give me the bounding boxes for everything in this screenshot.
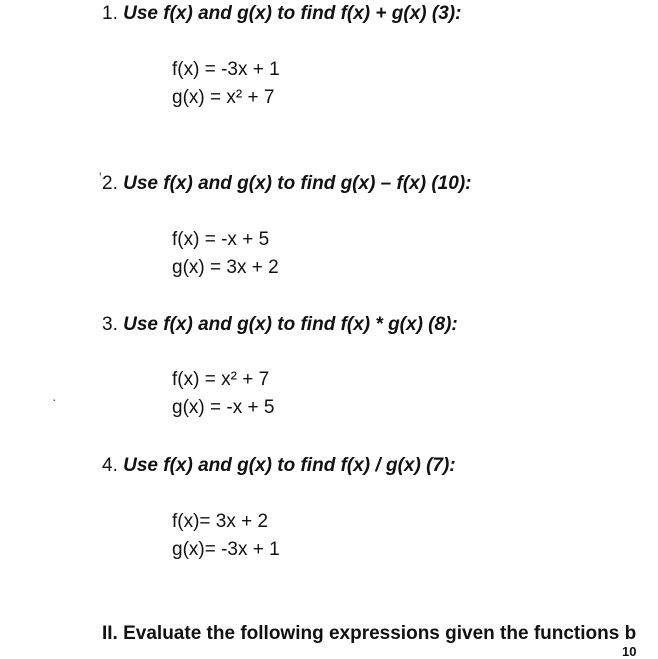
problem-4-number: 4. [102, 455, 118, 476]
problem-3-number: 3. [102, 314, 118, 335]
problem-1-heading [102, 2, 461, 26]
problem-3-f-equation: f(x) = x² + 7 [172, 369, 270, 390]
problem-4-g-equation: g(x)= -3x + 1 [172, 539, 280, 560]
problem-4-heading [102, 454, 456, 478]
problem-4-instruction: Use f(x) and g(x) to find f(x) / g(x) (7): [123, 455, 456, 476]
problem-2-f-equation: f(x) = -x + 5 [172, 229, 270, 250]
problem-2-number: 2. [102, 173, 118, 194]
page-number-fragment [622, 644, 642, 659]
problem-4-f-equation: f(x)= 3x + 2 [172, 511, 269, 532]
problem-1-f-equation: f(x) = -3x + 1 [172, 59, 280, 80]
problem-1-instruction: Use f(x) and g(x) to find f(x) + g(x) (3): [123, 3, 462, 24]
page-number-fragment-text: 10 [622, 644, 637, 659]
section-ii-heading: II. Evaluate the following expressions given the functions b [102, 623, 637, 644]
problem-2-g-equation: g(x) = 3x + 2 [172, 257, 279, 278]
stray-dot: · [52, 391, 57, 407]
problem-2-heading [102, 172, 471, 196]
stray-tick-mark: ' [99, 169, 102, 185]
problem-3-instruction: Use f(x) and g(x) to find f(x) * g(x) (8): [123, 314, 458, 335]
problem-1-g-equation: g(x) = x² + 7 [172, 87, 275, 108]
problem-1-number: 1. [102, 3, 118, 24]
problem-3-g-equation: g(x) = -x + 5 [172, 397, 275, 418]
problem-2-instruction: Use f(x) and g(x) to find g(x) – f(x) (10): [123, 173, 472, 194]
problem-3-heading [102, 313, 458, 337]
